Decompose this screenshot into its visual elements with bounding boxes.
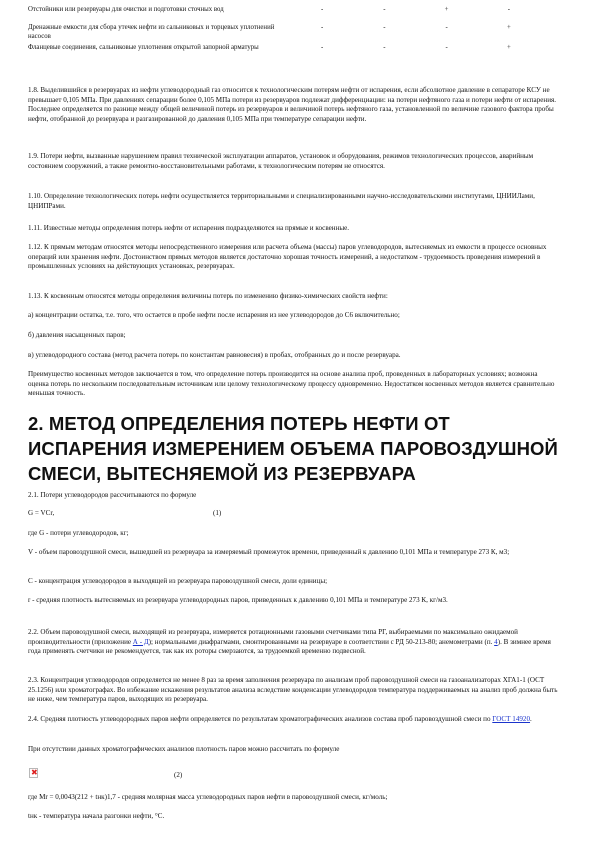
table-row-label: Фланцевые соединения, сальниковые уплотнения открытой запорной арматуры (28, 44, 259, 51)
equation-1-number: (1) (213, 509, 222, 517)
paragraph-2-2-part-3: ). В зимнее время года применять счетчики не рекомендуется, так как их роторы смерзаются, за трудоемкой временно подвесной. (28, 637, 551, 655)
table-row (28, 6, 540, 24)
table-cell-mark: + (506, 24, 511, 31)
table-cell-mark: - (383, 6, 386, 13)
paragraph-1-12: 1.12. К прямым методам относятся методы непосредственного измерения или расчета объема (массы) паров углеводородов, вытесняемых из емкости в процессе основных операций или хранения нефти. Достоинством прямых методов является достаточно хорошая точность измерений, а недостатком - трудоемкость проведения измерений в промышленных условиях на действующих установках, резервуарах. (28, 243, 547, 270)
table-cell-mark: - (507, 6, 510, 13)
table-cell-mark: - (383, 24, 386, 31)
table-cell-mark: + (506, 44, 511, 51)
section-4-link[interactable]: 4 (494, 637, 498, 646)
definition-r: r - средняя плотность вытесняемых из резервуара углеводородных паров, приведенных к давлению 0,101 МПа и температуре 273 К, кг/м3. (28, 596, 448, 604)
paragraph-2-3: 2.3. Концентрация углеводородов определяется не менее 8 раз за время заполнения резервуара по анализам проб паровоздушной смеси на газоанализаторах ХГА1-1 (ОСТ 25.1256) или хроматографах. Во избежание искажения результатов анализа вследствие конденсации углеводородов температура поддерживаемых на анализ проб должна быть не ниже, чем температура паров, выходящих из резервуара. (28, 676, 558, 703)
paragraph-1-9: 1.9. Потери нефти, вызванные нарушением правил технической эксплуатации аппаратов, установок и оборудования, режимов технологических процессов, аварийным состоянием сооружений, а также ремонтно-восстановительными работами, к технологическим потерям не относятся. (28, 152, 534, 170)
table-cell-mark: - (383, 44, 386, 51)
loss-sources-table (28, 6, 540, 68)
table-cell-mark: - (445, 24, 448, 31)
paragraph-absent-data: При отсутствии данных хроматографических анализов плотность паров можно рассчитать по формуле (28, 745, 340, 753)
table-row (28, 44, 540, 68)
table-cell-mark: - (445, 44, 448, 51)
section-heading: 2. МЕТОД ОПРЕДЕЛЕНИЯ ПОТЕРЬ НЕФТИ ОТ ИСПАРЕНИЯ ИЗМЕРЕНИЕМ ОБЪЕМА ПАРОВОЗДУШНОЙ СМЕСИ, ВЫТЕСНЯЕМОЙ ИЗ РЕЗЕРВУАРА (28, 413, 558, 484)
list-item-b: б) давления насыщенных паров; (28, 331, 126, 339)
definition-tnk: tнк - температура начала разгонки нефти, °С. (28, 812, 165, 820)
paragraph-2-4-part-1: 2.4. Средняя плотность углеводородных паров нефти определяется по результатам хроматографических анализов состава проб паровоздушной смеси по (28, 715, 493, 723)
equation-1: G = VCr, (28, 509, 55, 517)
equation-2-number: (2) (174, 771, 183, 779)
definition-g: где G - потери углеводородов, кг; (28, 529, 129, 537)
definition-v: V - объем паровоздушной смеси, вышедшей из резервуара за измеряемый промежуток времени, приведенный к давлению 0,101 МПа и температуре 273 К, м3; (28, 548, 510, 556)
broken-image-glyph: ✖ (31, 768, 38, 777)
table-row (28, 24, 540, 44)
paragraph-1-8: 1.8. Выделившийся в резервуарах из нефти углеводородный газ относится к технологическим потерям нефти от испарения, если абсолютное давление в сепараторе КСУ не превышает 0,105 МПа. При давлениях сепарации более 0,105 МПа потери из резервуаров подлежат дифференциации: на потери нефтяного газа и потери нефти от испарения. Последнее определяется по разнице между общей величиной потерь из резервуаров и величиной потерь нефтяного газа, установленной по величине газового фактора пробы нефти, отобранной до резервуара и разгазированной до давления 0,105 МПа при температуре сепарации нефти. (28, 86, 557, 123)
list-item-a: а) концентрации остатка, т.е. того, что остается в пробе нефти после испарения из нее углеводородов до C6 включительно; (28, 311, 400, 319)
table-row-label: Отстойники или резервуары для очистки и подготовки сточных вод (28, 6, 224, 13)
paragraph-2-2-part-1: 2.2. Объем паровоздушной смеси, выходящей из резервуара, измеряется ротационными газовыми счетчиками типа РГ, выбираемыми по максимально ожидаемой производительности (приложение (28, 628, 518, 646)
paragraph-2-2 (28, 628, 558, 657)
table-row-label: Дренажные емкости для сбора утечек нефти из сальниковых и торцевых уплотнений насосов (28, 24, 275, 40)
broken-image-icon (29, 768, 38, 778)
paragraph-1-11: 1.11. Известные методы определения потерь нефти от испарения подразделяются на прямые и косвенные. (28, 224, 350, 232)
paragraph-2-1: 2.1. Потери углеводородов рассчитываются по формуле (28, 491, 197, 499)
gost-link[interactable]: ГОСТ 14920 (492, 715, 531, 723)
appendix-link[interactable]: А - Д (132, 637, 149, 646)
definition-mr: где Mr = 0,0043(212 + tнк)1,7 - средняя молярная масса углеводородных паров нефти в паровоздушной смеси, кг/моль; (28, 793, 388, 801)
paragraph-2-2-part-2: ); нормальными диафрагмами, смонтированными на резервуаре в соответствии с РД 50-213-80; анемометрами (п. (148, 637, 495, 646)
paragraph-1-13: 1.13. К косвенным относятся методы определения величины потерь по изменению физико-химических свойств нефти: (28, 292, 388, 300)
paragraph-1-10: 1.10. Определение технологических потерь нефти осуществляется территориальными и специализированными научно-исследовательскими институтами, ЦНИИЛами, ЦНИПРами. (28, 192, 535, 210)
table-cell-mark: - (321, 24, 324, 31)
list-item-v: в) углеводородного состава (метод расчета потерь по константам равновесия) в пробах, отобранных до и после резервуара. (28, 351, 401, 359)
table-cell-mark: - (321, 6, 324, 13)
definition-c: C - концентрация углеводородов в выходящей из резервуара паровоздушной смеси, доли единицы; (28, 577, 328, 585)
table-cell-mark: - (321, 44, 324, 51)
paragraph-2-4-part-2: . (530, 715, 532, 723)
paragraph-2-4 (28, 715, 558, 725)
table-cell-mark: + (444, 6, 449, 13)
paragraph-advantages: Преимущество косвенных методов заключается в том, что определение потерь производится на основе анализа проб, проведенных в лабораторных условиях; возможна оценка потерь по нескольким последовательным источникам или целому технологическому процессу одновременно. Недостатком косвенных методов является сравнительно меньшая точность. (28, 370, 555, 397)
